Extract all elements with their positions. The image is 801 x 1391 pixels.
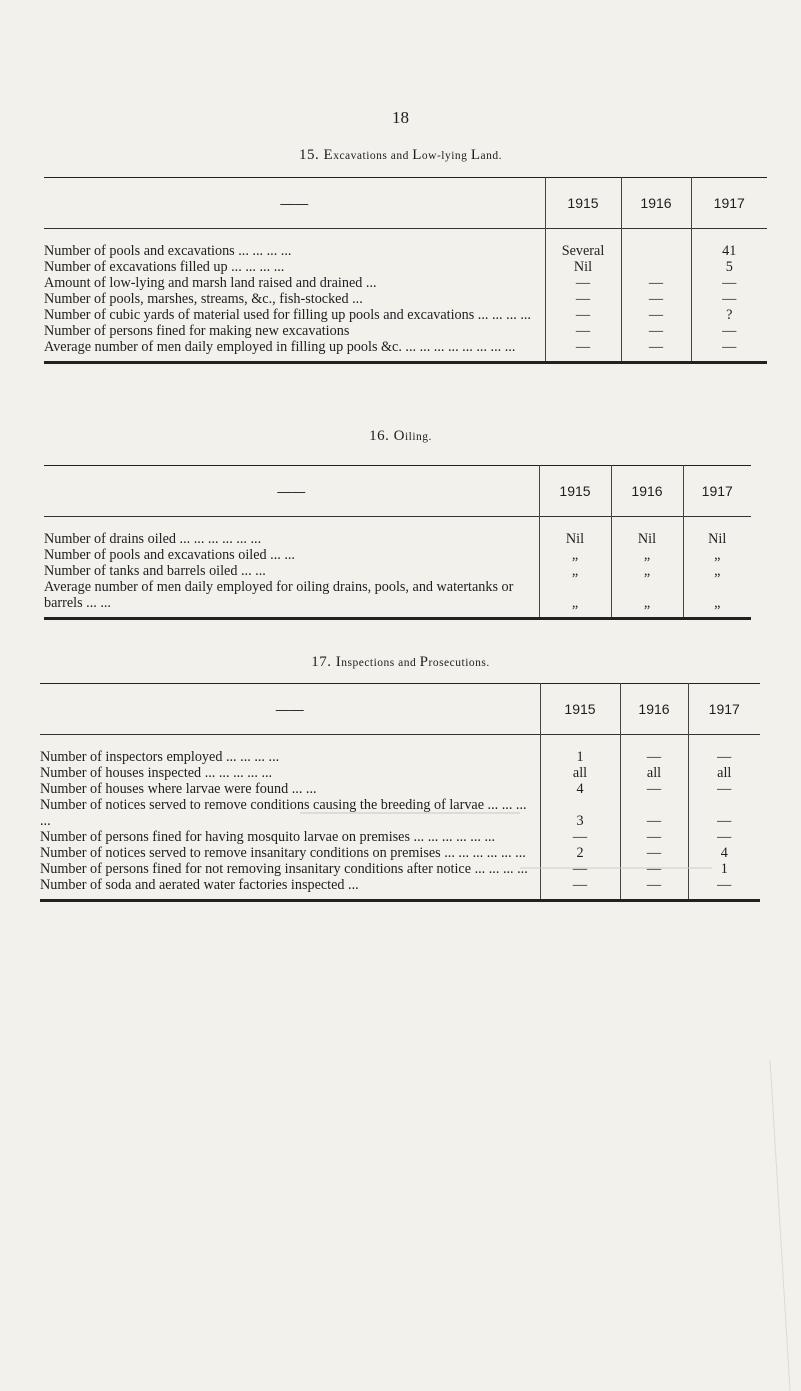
row-label: Number of pools and excavations ... ... ... ... xyxy=(44,243,292,259)
bleed-line xyxy=(770,1060,790,1391)
cell-1916: all xyxy=(620,765,688,781)
cell-1917: — xyxy=(688,735,760,766)
section-title-excavations: 15. Excavations and Low-lying Land. xyxy=(299,147,502,163)
cell-1915: „ xyxy=(539,563,611,579)
row-label: Number of inspectors employed ... ... ... ... xyxy=(40,749,280,765)
row-label: Number of persons fined for making new excavations xyxy=(44,323,350,339)
header-year-1917: 1917 xyxy=(691,178,767,229)
header-year-1916: 1916 xyxy=(621,178,691,229)
cell-1915: Nil xyxy=(545,259,621,275)
cell-1916: — xyxy=(621,339,691,363)
cell-1917: all xyxy=(688,765,760,781)
row-label: Number of drains oiled ... ... ... ... ... ... xyxy=(44,531,262,547)
cell-1917: 5 xyxy=(691,259,767,275)
header-blank: —— xyxy=(275,701,304,717)
cell-1917: — xyxy=(688,877,760,901)
cell-1915: — xyxy=(545,291,621,307)
cell-1917: — xyxy=(688,781,760,797)
row-label: Number of cubic yards of material used for filling up pools and excavations ... ... ... ... xyxy=(44,307,531,323)
header-year-1916: 1916 xyxy=(611,466,683,517)
header-blank: —— xyxy=(277,483,306,499)
row-label: Average number of men daily employed for oiling drains, pools, and watertanks or barrels ... ... xyxy=(44,579,514,611)
row-label: Number of pools, marshes, streams, &c., fish-stocked ... xyxy=(44,291,363,307)
header-year-1915: 1915 xyxy=(540,684,620,735)
cell-1915: „ xyxy=(539,579,611,619)
cell-1917: — xyxy=(688,829,760,845)
cell-1917: — xyxy=(688,797,760,829)
cell-1915: 3 xyxy=(540,797,620,829)
cell-1916: — xyxy=(620,781,688,797)
cell-1917: 1 xyxy=(688,861,760,877)
section-number: 17. xyxy=(311,654,332,670)
cell-1915: — xyxy=(545,323,621,339)
cell-1915: — xyxy=(545,339,621,363)
cell-1915: Nil xyxy=(539,517,611,548)
cell-1915: all xyxy=(540,765,620,781)
cell-1917: — xyxy=(691,291,767,307)
row-label: Number of houses where larvae were found ... ... xyxy=(40,781,317,797)
page-number: 18 xyxy=(392,108,409,127)
cell-1916: „ xyxy=(611,547,683,563)
header-blank: —— xyxy=(280,195,309,211)
header-year-1915: 1915 xyxy=(539,466,611,517)
cell-1915: 2 xyxy=(540,845,620,861)
row-label: Number of notices served to remove conditions causing the breeding of larvae ... ... ... ... xyxy=(40,797,527,829)
cell-1917: Nil xyxy=(683,517,751,548)
row-label: Number of excavations filled up ... ... ... ... xyxy=(44,259,285,275)
cell-1917: — xyxy=(691,275,767,291)
cell-1916: — xyxy=(620,735,688,766)
cell-1917: „ xyxy=(683,579,751,619)
cell-1917: — xyxy=(691,323,767,339)
cell-1915: — xyxy=(545,307,621,323)
row-label: Number of soda and aerated water factories inspected ... xyxy=(40,877,359,893)
cell-1915: Several xyxy=(545,229,621,260)
cell-1915: — xyxy=(540,829,620,845)
cell-1916: — xyxy=(620,829,688,845)
cell-1917: — xyxy=(691,339,767,363)
cell-1916: — xyxy=(621,291,691,307)
cell-1916: Nil xyxy=(611,517,683,548)
cell-1917: „ xyxy=(683,547,751,563)
row-label: Number of houses inspected ... ... ... ... ... xyxy=(40,765,273,781)
cell-1917: 41 xyxy=(691,229,767,260)
cell-1916: — xyxy=(621,323,691,339)
cell-1916: — xyxy=(620,797,688,829)
cell-1915: „ xyxy=(539,547,611,563)
cell-1916: — xyxy=(620,845,688,861)
cell-1917: „ xyxy=(683,563,751,579)
cell-1916: — xyxy=(620,877,688,901)
row-label: Number of tanks and barrels oiled ... ... xyxy=(44,563,266,579)
header-year-1916: 1916 xyxy=(620,684,688,735)
section-number: 16. xyxy=(369,428,390,444)
row-label: Number of notices served to remove insanitary conditions on premises ... ... ... ... ... ... xyxy=(40,845,526,861)
cell-1915: — xyxy=(545,275,621,291)
row-label: Number of persons fined for not removing insanitary conditions after notice ... ... ... ... xyxy=(40,861,528,877)
cell-1915: — xyxy=(540,877,620,901)
header-year-1915: 1915 xyxy=(545,178,621,229)
cell-1915: — xyxy=(540,861,620,877)
header-year-1917: 1917 xyxy=(683,466,751,517)
section-title-inspections: 17. Inspections and Prosecutions. xyxy=(311,654,490,670)
section-title-oiling: 16. Oiling. xyxy=(369,428,432,444)
cell-1916: — xyxy=(620,861,688,877)
row-label: Number of pools and excavations oiled ... ... xyxy=(44,547,295,563)
cell-1915: 1 xyxy=(540,735,620,766)
cell-1916: „ xyxy=(611,563,683,579)
cell-1916: — xyxy=(621,307,691,323)
header-year-1917: 1917 xyxy=(688,684,760,735)
row-label: Number of persons fined for having mosquito larvae on premises ... ... ... ... ... ... xyxy=(40,829,496,845)
cell-1916: „ xyxy=(611,579,683,619)
row-label: Average number of men daily employed in filling up pools &c. ... ... ... ... ... ... ... ... xyxy=(44,339,516,355)
cell-1917: ? xyxy=(691,307,767,323)
cell-1916: — xyxy=(621,275,691,291)
section-number: 15. xyxy=(299,147,320,163)
cell-1915: 4 xyxy=(540,781,620,797)
row-label: Amount of low-lying and marsh land raised and drained ... xyxy=(44,275,377,291)
cell-1917: 4 xyxy=(688,845,760,861)
